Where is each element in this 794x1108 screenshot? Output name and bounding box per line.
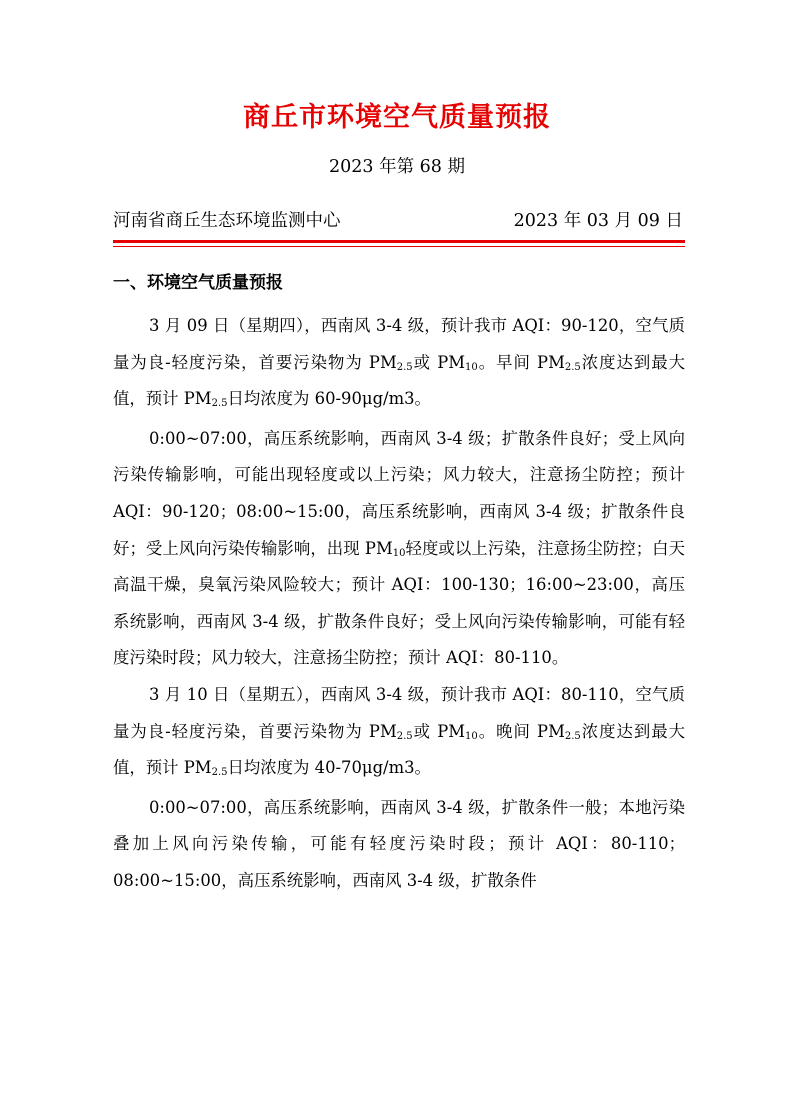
document-title: 商丘市环境空气质量预报 xyxy=(243,102,551,133)
issuing-organization: 河南省商丘生态环境监测中心 xyxy=(113,211,341,231)
section-heading: 一、环境空气质量预报 xyxy=(113,273,283,293)
issue-date: 2023 年 03 月 09 日 xyxy=(513,211,683,231)
day2-summary-paragraph: 3 月 10 日（星期五），西南风 3-4 级，预计我市 AQI：80-110，空气质量为良-轻度污染，首要污染物为 $PM_{2.5}$或 $PM_{10}$。晚间 $PM_{2.5}$浓度达到最大值，预计 $PM_{2.5}$日均浓度为 40-70μg/m3。 xyxy=(113,684,685,779)
header-divider-thin xyxy=(113,246,685,247)
issue-number: 2023 年第 68 期 xyxy=(329,157,465,177)
header-divider-thick xyxy=(113,240,685,243)
forecast-body xyxy=(113,308,685,900)
day2-detail-paragraph: 0:00~07:00，高压系统影响，西南风 3-4 级，扩散条件一般；本地污染叠加上风向污染传输，可能有轻度污染时段；预计 AQI：80-110；08:00~15:00，高压系统影响，西南风 3-4 级，扩散条件 xyxy=(113,797,685,890)
day1-summary-paragraph: 3 月 09 日（星期四），西南风 3-4 级，预计我市 AQI：90-120，空气质量为良-轻度污染，首要污染物为 $PM_{2.5}$或 $PM_{10}$。早间 $PM_{2.5}$浓度达到最大值，预计 $PM_{2.5}$日均浓度为 60-90μg/m3。 xyxy=(113,316,685,410)
day1-detail-paragraph: 0:00~07:00，高压系统影响，西南风 3-4 级；扩散条件良好；受上风向污染传输影响，可能出现轻度或以上污染；风力较大，注意扬尘防控；预计 AQI：90-120；08:00~15:00，高压系统影响，西南风 3-4 级；扩散条件良好；受上风向污染传输影响，出现 $PM_{10}$轻度或以上污染，注意扬尘防控；白天高温干燥，臭氧污染风险较大；预计 AQI：100-130；16:00~23:00，高压系统影响，西南风 3-4 级，扩散条件良好；受上风向污染传输影响，可能有轻度污染时段；风力较大，注意扬尘防控；预计 AQI：80-110。 xyxy=(113,428,686,668)
